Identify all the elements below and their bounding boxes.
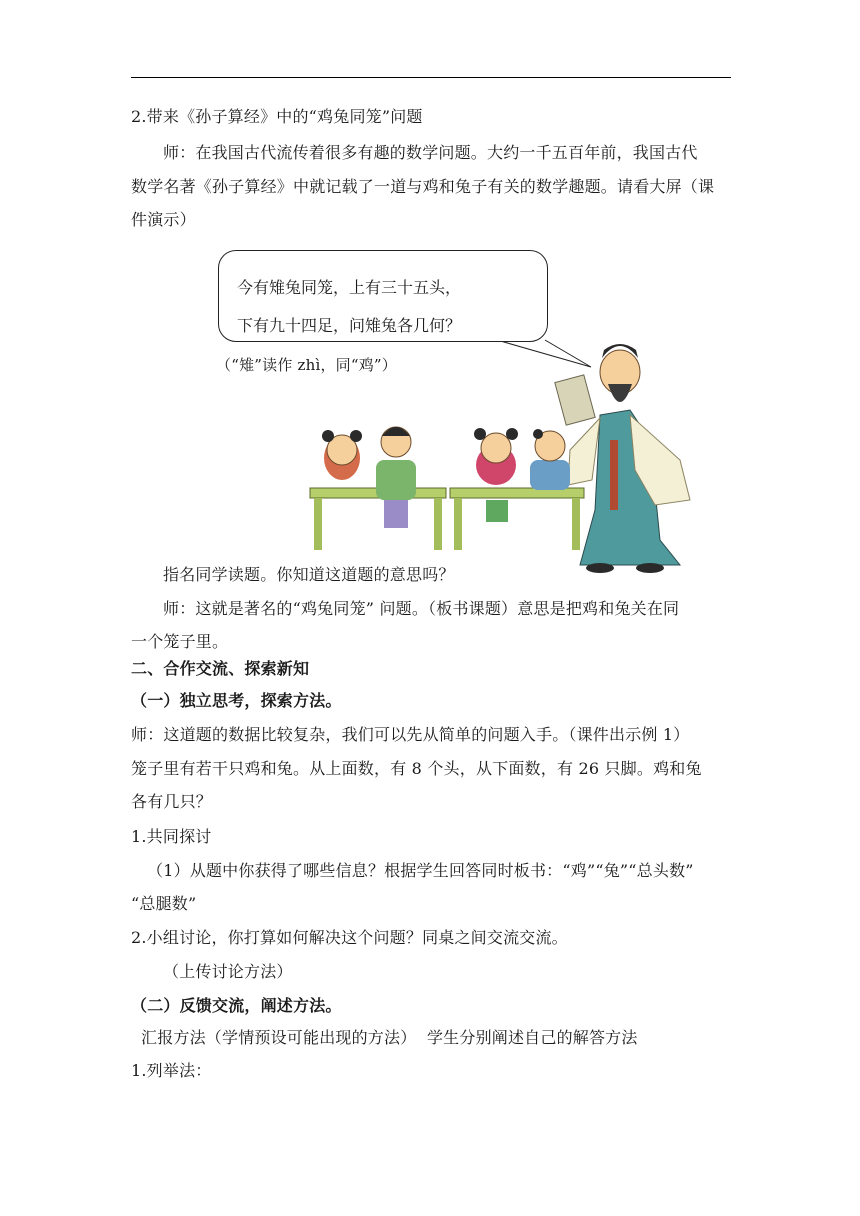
para-teacher-2-line-2: 一个笼子里。: [131, 632, 229, 651]
section-2-heading: 二、合作交流、探索新知: [131, 659, 310, 678]
para-teacher-3-line-1: 师：这道题的数据比较复杂，我们可以先从简单的问题入手。（课件出示例 1）: [131, 725, 690, 744]
bubble-line-2: 下有九十四足，问雉兔各几何？: [237, 316, 462, 335]
para-teacher-2-line-1: 师：这就是著名的“鸡兔同笼” 问题。（板书课题）意思是把鸡和兔关在同: [163, 599, 680, 618]
para-read: 指名同学读题。你知道这道题的意思吗？: [163, 565, 455, 584]
speech-bubble: [218, 250, 548, 342]
pronunciation-note: （“雉”读作 zhì，同“鸡”）: [216, 356, 398, 374]
item-1: 1.共同探讨: [131, 827, 212, 846]
subsection-2-heading: （二）反馈交流，阐述方法。: [131, 996, 342, 1015]
bubble-line-1: 今有雉兔同笼，上有三十五头，: [237, 278, 462, 297]
item-2-note: （上传讨论方法）: [163, 962, 293, 981]
para-teacher-1-line-3: 件演示）: [131, 210, 196, 229]
subsection-1-heading: （一）独立思考，探索方法。: [131, 691, 342, 710]
para-teacher-1-line-1: 师：在我国古代流传着很多有趣的数学问题。大约一千五百年前，我国古代: [163, 143, 698, 162]
para-teacher-3-line-2: 笼子里有若干只鸡和兔。从上面数，有 8 个头，从下面数，有 26 只脚。鸡和兔: [131, 759, 702, 778]
para-teacher-1-line-2: 数学名著《孙子算经》中就记载了一道与鸡和兔子有关的数学趣题。请看大屏（课: [131, 177, 715, 196]
heading-2: 2.带来《孙子算经》中的“鸡兔同笼”问题: [131, 107, 423, 126]
item-list-method: 1.列举法：: [131, 1061, 212, 1080]
item-1-1-line-1: （1）从题中你获得了哪些信息？根据学生回答同时板书：“鸡”“兔”“总头数”: [147, 861, 694, 880]
item-1-1-line-2: “总腿数”: [131, 894, 197, 913]
para-teacher-3-line-3: 各有几只？: [131, 792, 213, 811]
header-rule: [131, 77, 731, 78]
item-2: 2.小组讨论，你打算如何解决这个问题？同桌之间交流交流。: [131, 928, 568, 947]
para-report: 汇报方法（学情预设可能出现的方法） 学生分别阐述自己的解答方法: [141, 1028, 638, 1047]
